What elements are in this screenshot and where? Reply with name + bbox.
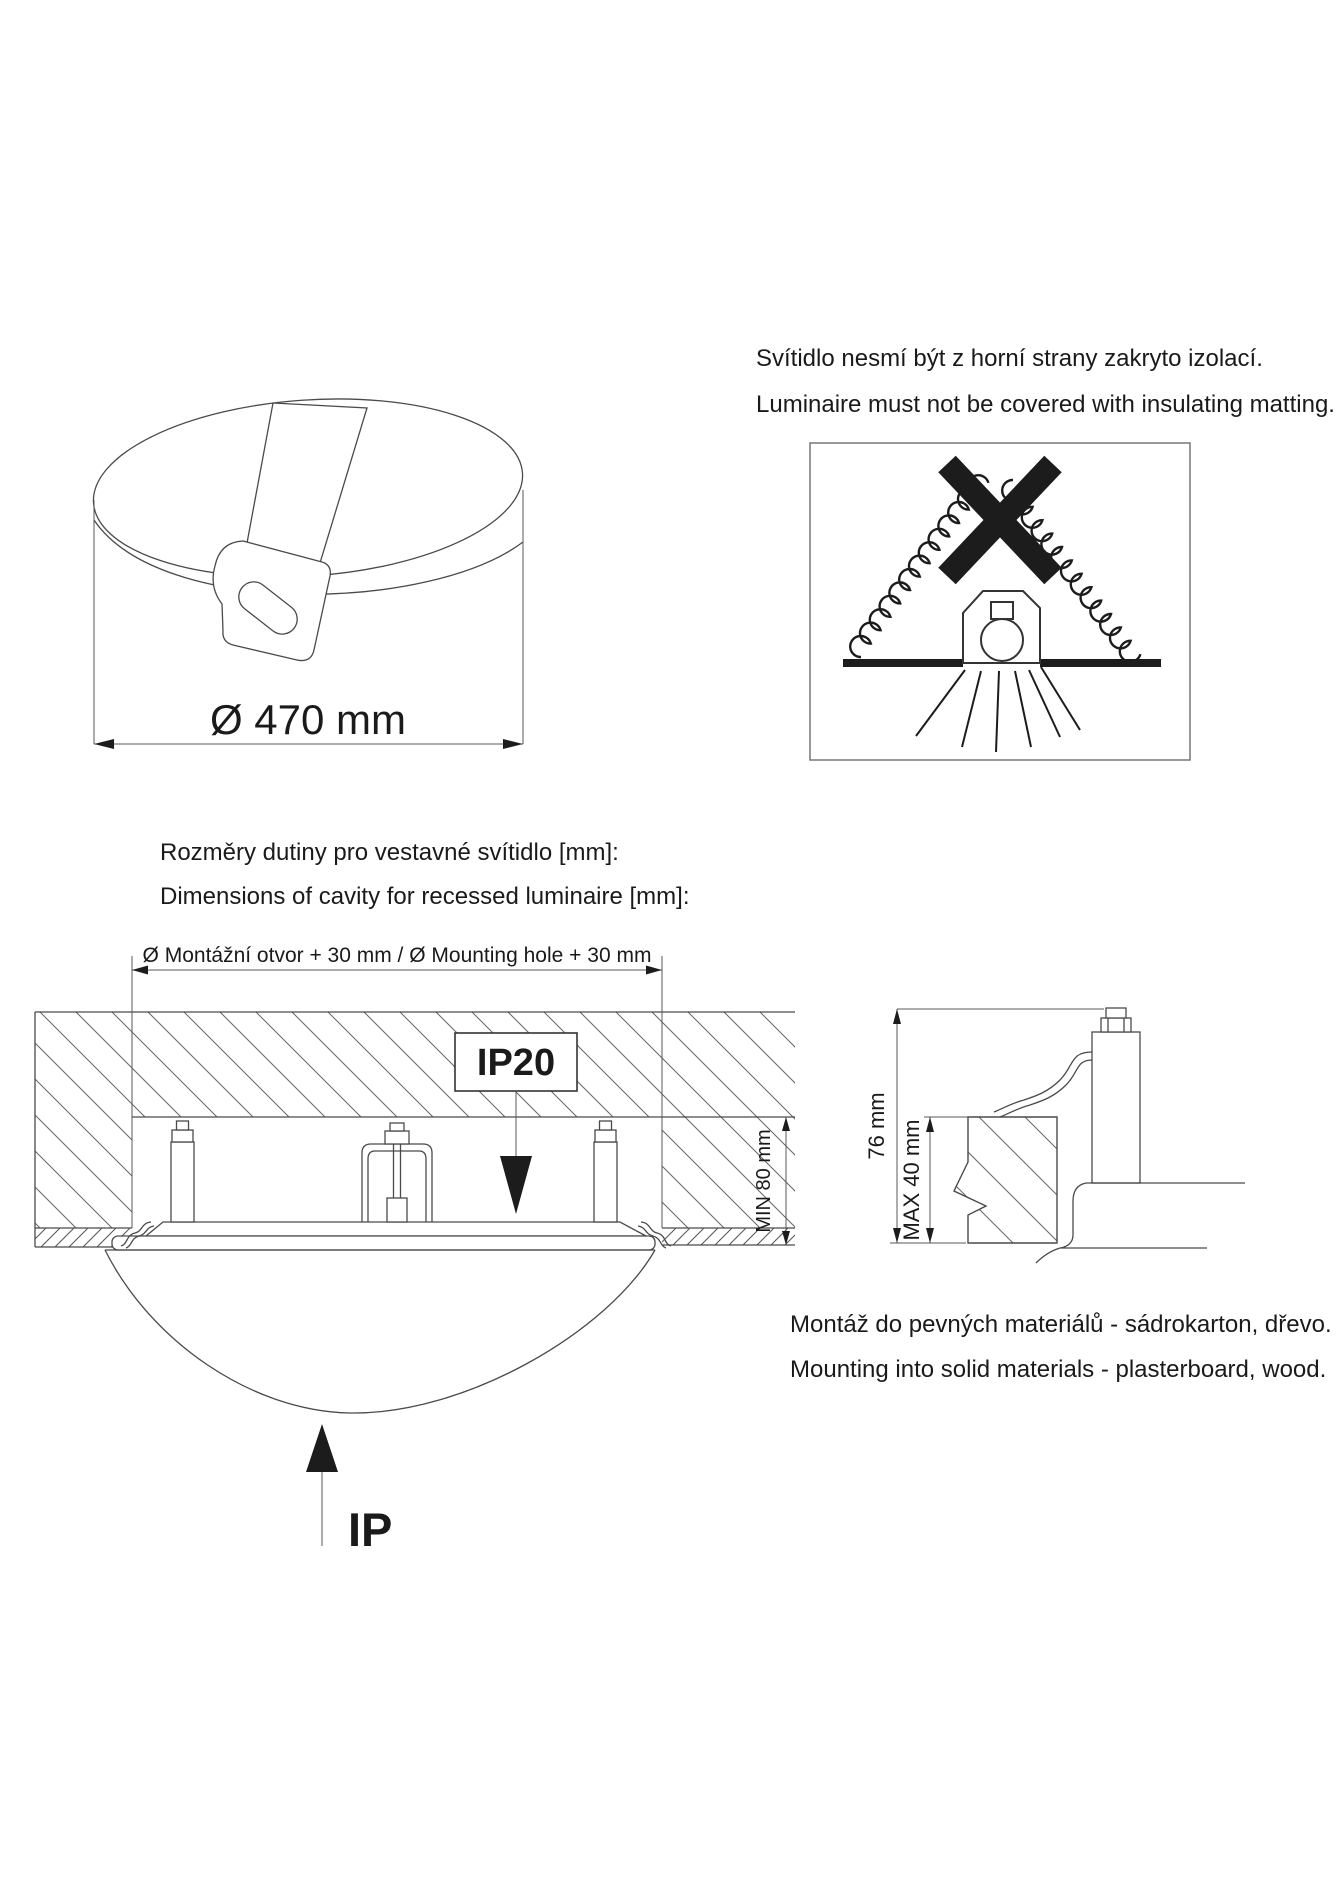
cavity-heading <box>160 839 690 910</box>
diameter-dimension <box>94 696 523 749</box>
fixture-diameter-label: Ø 470 mm <box>209 696 407 743</box>
insulation-note-en: Luminaire must not be covered with insulating matting. <box>756 391 1335 418</box>
cavity-heading-en: Dimensions of cavity for recessed luminaire [mm]: <box>160 883 690 910</box>
recessed-cross-section <box>35 944 795 1556</box>
fixture-top-view-drawing <box>87 385 528 749</box>
thickness-dimension <box>899 1117 968 1243</box>
no-insulation-pictogram <box>810 443 1190 760</box>
ip20-badge <box>455 1033 577 1091</box>
luminaire-body <box>112 1121 671 1250</box>
mounting-note-cs: Montáž do pevných materiálů - sádrokarton, dřevo. <box>790 1311 1332 1338</box>
ip-arrow-label: IP <box>348 1503 393 1556</box>
panel-block <box>954 1117 1057 1243</box>
mounting-stud-detail <box>1092 1008 1140 1183</box>
dim-arrow-left <box>94 739 114 749</box>
hole-dimension <box>132 944 662 975</box>
thickness-dimension-label: MAX 40 mm <box>899 1119 924 1241</box>
insulation-warning-note <box>756 345 1335 418</box>
mounting-note-en: Mounting into solid materials - plasterboard, wood. <box>790 1356 1327 1383</box>
luminaire-edge <box>1036 1183 1245 1263</box>
mounting-plate <box>146 1222 646 1236</box>
mounting-stud-left <box>171 1121 194 1222</box>
mounting-note <box>790 1311 1332 1383</box>
center-bracket <box>362 1123 432 1222</box>
hole-dimension-label: Ø Montážní otvor + 30 mm / Ø Mounting hole + 30 mm <box>142 944 652 967</box>
ceiling-face-strip-right <box>662 1228 795 1245</box>
recessed-lamp-icon <box>963 591 1040 663</box>
depth-dimension-label: MIN 80 mm <box>753 1129 775 1233</box>
ceiling-hatch <box>35 1012 795 1228</box>
glass-dome <box>105 1250 655 1413</box>
height-dimension-label: 76 mm <box>864 1092 889 1160</box>
cavity-heading-cs: Rozměry dutiny pro vestavné svítidlo [mm]: <box>160 839 619 866</box>
mounting-stud-right <box>594 1121 617 1222</box>
dim-arrow-right <box>503 739 523 749</box>
ip-arrow <box>306 1424 392 1556</box>
spring-clip-detail <box>994 1052 1092 1117</box>
insulation-note-cs: Svítidlo nesmí být z horní strany zakryto izolací. <box>756 345 1263 372</box>
trim-ring <box>112 1236 655 1250</box>
ip20-label: IP20 <box>476 1042 556 1084</box>
side-mount-detail <box>864 1008 1245 1263</box>
